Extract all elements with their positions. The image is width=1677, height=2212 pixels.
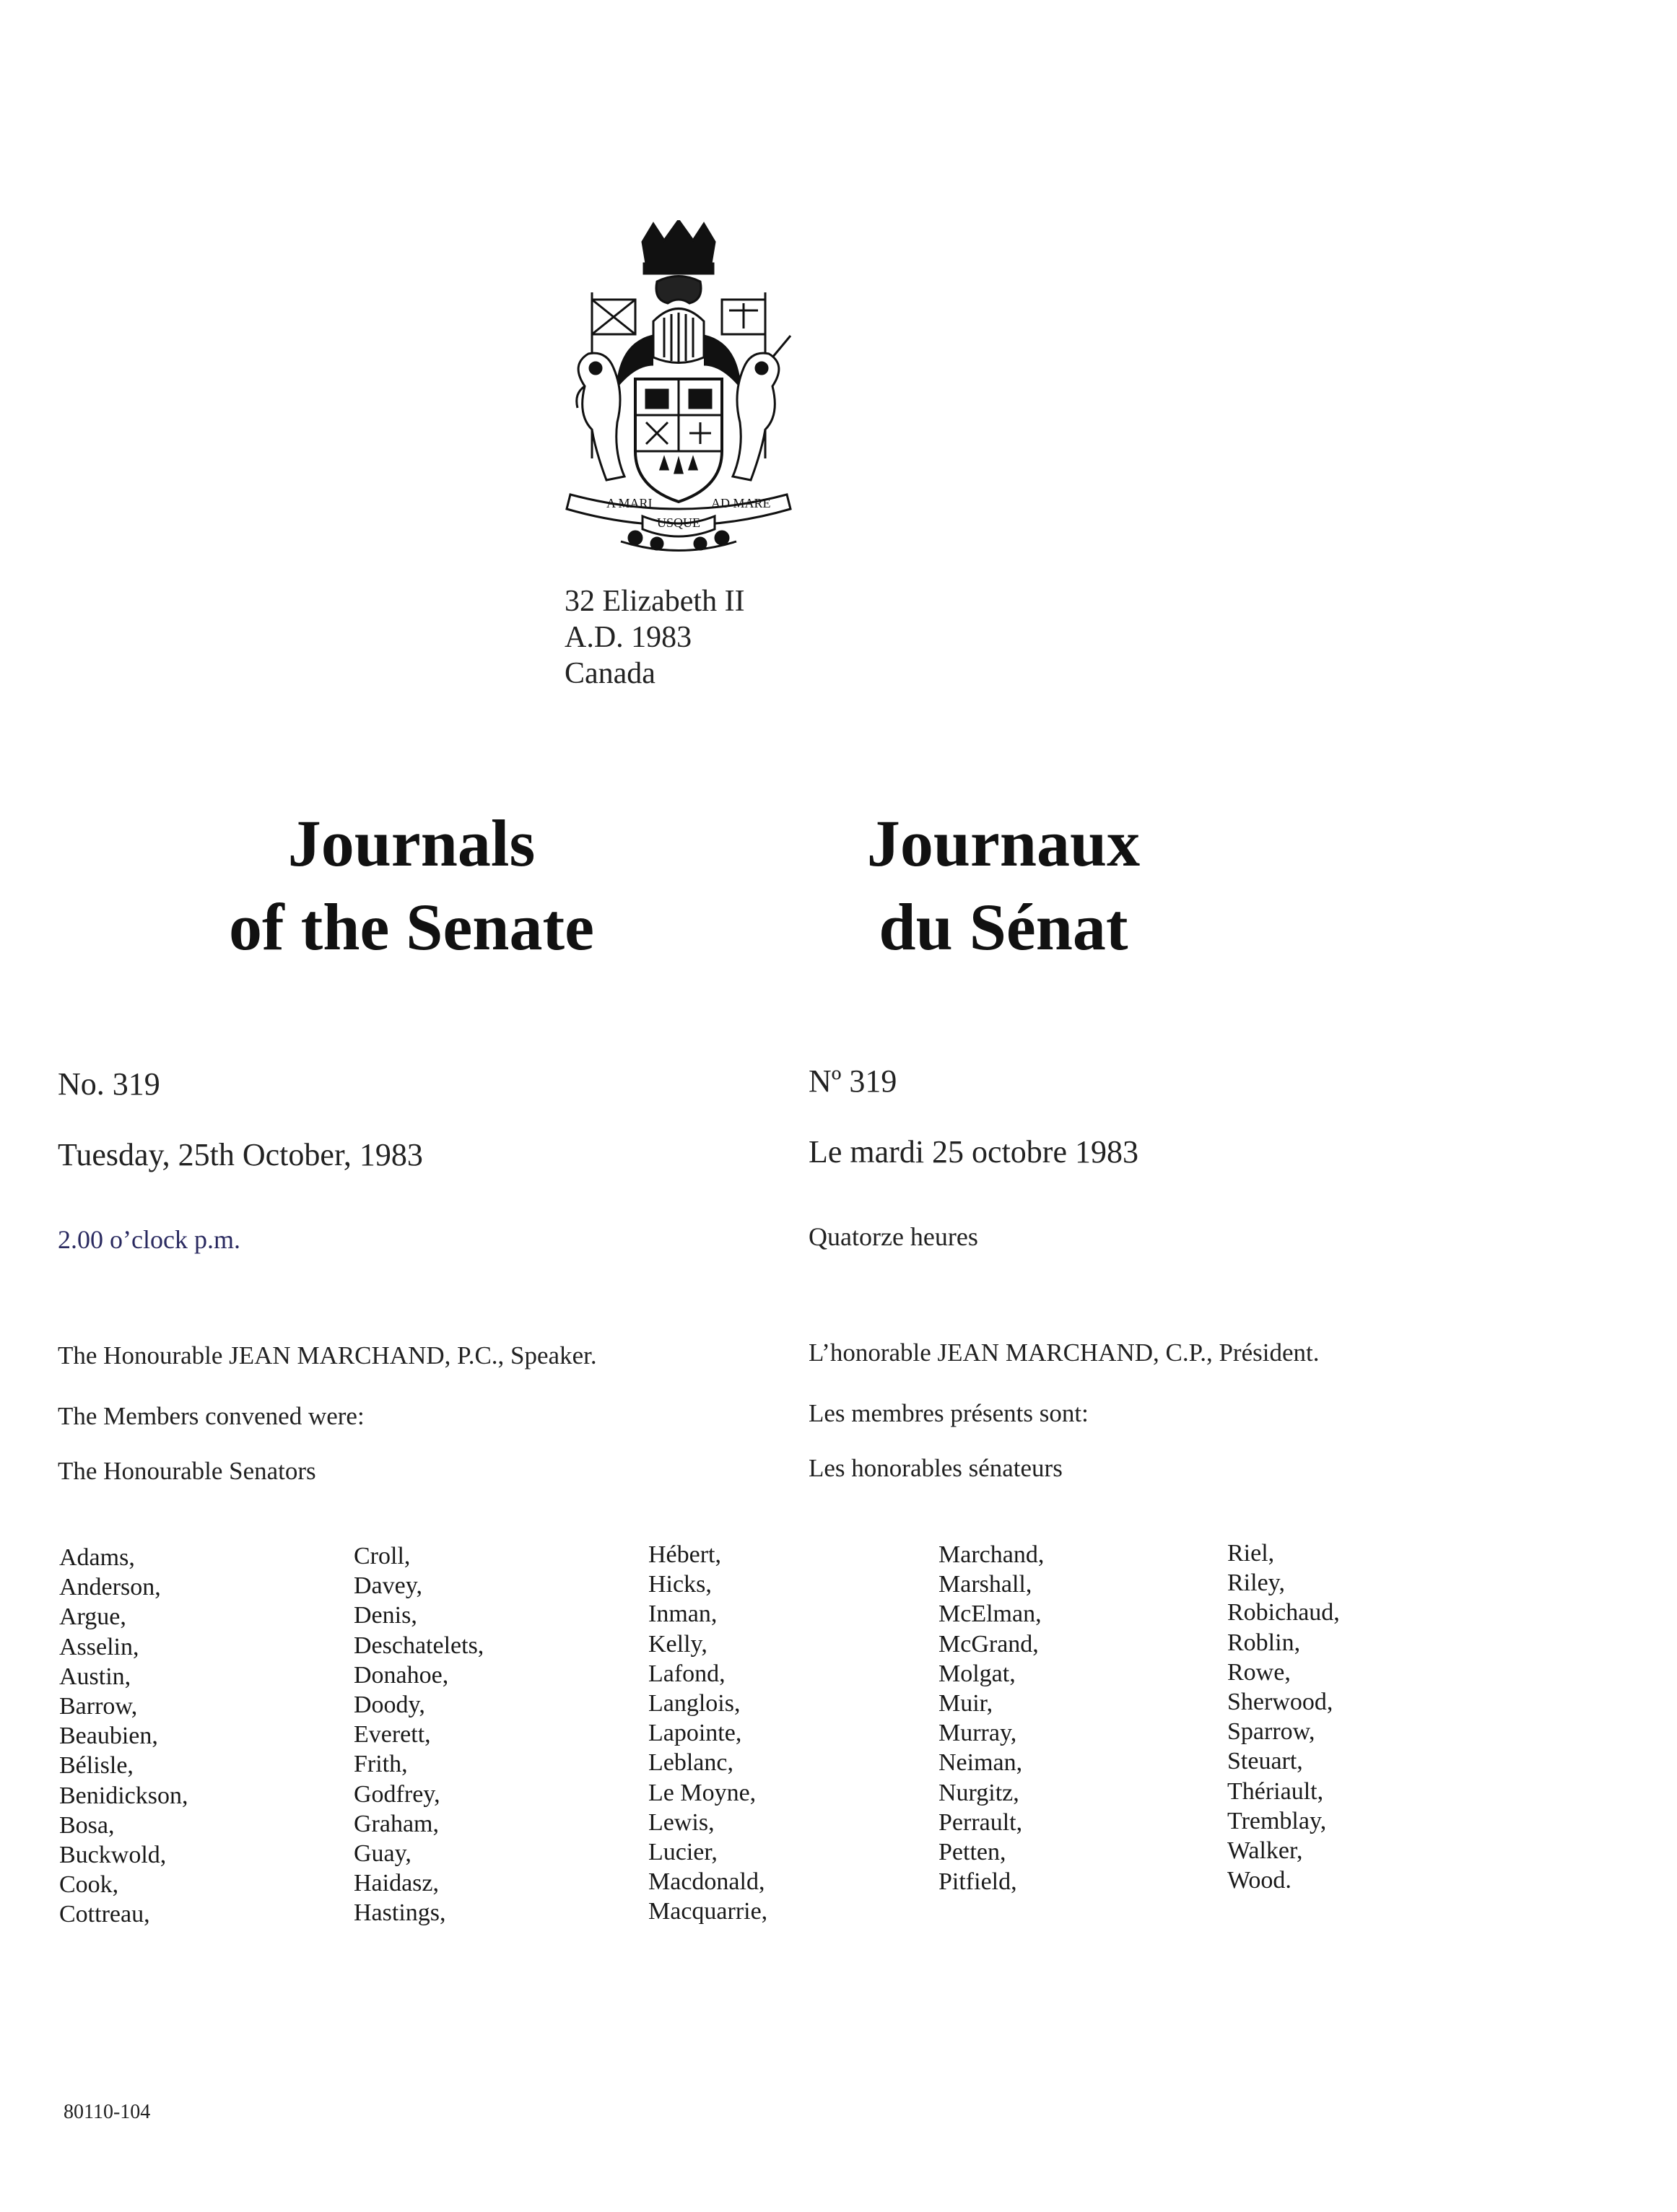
senator-name: Neiman, [938,1749,1023,1777]
motto-left-text: A MARI [606,496,653,510]
senator-name: Robichaud, [1227,1599,1340,1627]
lion-supporter-icon [577,353,624,480]
sitting-date-english: Tuesday, 25th October, 1983 [58,1137,423,1172]
senator-name: Riley, [1227,1569,1285,1597]
speaker-line-english: The Honourable JEAN MARCHAND, P.C., Speaker. [58,1341,597,1370]
country-name: Canada [565,657,655,690]
senator-name: Muir, [938,1690,993,1717]
senator-list-column-4 [938,1540,1044,1897]
senator-name: Thériault, [1227,1777,1324,1805]
senator-name: Inman, [648,1601,718,1628]
senator-name: Denis, [354,1602,417,1629]
senator-name: Benidickson, [59,1782,188,1809]
title-french [729,801,1278,969]
senator-name: Everett, [354,1721,431,1749]
senator-list-column-1 [59,1543,188,1930]
senator-list-column-2 [354,1541,484,1928]
senator-name: Haidasz, [354,1870,440,1897]
senator-name: Anderson, [59,1574,161,1601]
sitting-date-french: Le mardi 25 octobre 1983 [809,1134,1138,1170]
senator-name: Le Moyne, [648,1779,757,1806]
senator-list-column-5 [1227,1538,1340,1895]
coat-of-arms-emblem [556,220,801,552]
senator-name: Lewis, [648,1808,715,1836]
title-french-line-2: du Sénat [879,890,1128,964]
senator-name: Argue, [59,1603,126,1631]
shield-icon [635,379,722,502]
motto-bottom-text: USQUE [657,515,701,530]
senator-name: Bosa, [59,1811,115,1839]
title-english-line-1: Journals [287,806,536,880]
senator-name: Bélisle, [59,1752,134,1780]
senator-name: Rowe, [1227,1658,1291,1686]
senator-name: Walker, [1227,1837,1303,1865]
senator-name: Hicks, [648,1571,712,1598]
senator-name: Pitfield, [938,1868,1017,1896]
senator-name: Davey, [354,1572,423,1600]
senator-name: Leblanc, [648,1749,733,1777]
senator-name: Perrault, [938,1808,1023,1836]
title-english-line-2: of the Senate [229,890,594,964]
title-english [137,801,686,969]
sitting-time-english: 2.00 o’clock p.m. [58,1225,240,1254]
senator-name: Wood. [1227,1867,1291,1894]
senator-name: Frith, [354,1751,408,1778]
crown-icon [643,220,715,274]
senator-name: McGrand, [938,1630,1039,1658]
senator-name: Kelly, [648,1630,707,1658]
senator-name: Asselin, [59,1633,139,1660]
issue-number-english: No. 319 [58,1066,160,1102]
senator-name: Beaubien, [59,1723,158,1750]
senator-name: Croll, [354,1543,411,1569]
anno-domini-year: A.D. 1983 [565,621,692,654]
senator-list-column-3 [648,1540,767,1927]
senator-name: Steuart, [1227,1748,1303,1775]
issue-number-french: Nº 319 [809,1063,897,1099]
senator-name: Marchand, [938,1541,1045,1568]
sitting-time-french: Quatorze heures [809,1222,978,1251]
unicorn-supporter-icon [733,336,790,480]
senator-name: Godfrey, [354,1780,440,1808]
senator-name: Sparrow, [1227,1718,1315,1746]
senator-name: Roblin, [1227,1629,1301,1656]
senator-name: Murray, [938,1720,1017,1747]
senator-name: Doody, [354,1691,425,1719]
print-code: 80110-104 [64,2101,151,2123]
senator-name: Tremblay, [1227,1807,1327,1834]
senator-name: Hastings, [354,1899,446,1927]
helmet-icon [653,309,704,363]
senator-name: Cook, [59,1871,119,1899]
speaker-line-french: L’honorable JEAN MARCHAND, C.P., Président. [809,1338,1320,1367]
members-convened-english: The Members convened were: [58,1402,365,1430]
senator-name: Marshall, [938,1571,1032,1598]
honourable-senators-french: Les honorables sénateurs [809,1454,1063,1482]
title-french-line-1: Journaux [866,806,1141,880]
motto-right-text: AD MARE [711,496,771,510]
senator-name: McElman, [938,1601,1042,1628]
senator-name: Sherwood, [1227,1689,1333,1716]
senator-name: Lucier, [648,1839,718,1866]
senator-name: Macdonald, [648,1868,765,1896]
senator-name: Adams, [59,1544,135,1571]
senator-name: Langlois, [648,1690,741,1717]
senator-name: Molgat, [938,1660,1016,1687]
senator-name: Petten, [938,1839,1006,1866]
regnal-year: 32 Elizabeth II [565,585,745,618]
senator-name: Austin, [59,1663,131,1690]
senator-name: Cottreau, [59,1901,150,1928]
senator-name: Buckwold, [59,1842,167,1869]
senator-name: Nurgitz, [938,1779,1019,1806]
senator-name: Lafond, [648,1660,726,1687]
senator-name: Graham, [354,1810,440,1837]
senator-name: Deschatelets, [354,1632,484,1659]
senator-name: Guay, [354,1840,411,1868]
honourable-senators-english: The Honourable Senators [58,1457,316,1485]
senator-name: Barrow, [59,1693,138,1720]
senator-name: Macquarrie, [648,1898,768,1925]
senator-name: Riel, [1227,1540,1275,1567]
senator-name: Hébert, [648,1541,722,1568]
senator-name: Donahoe, [354,1661,449,1689]
senator-name: Lapointe, [648,1720,742,1747]
members-convened-french: Les membres présents sont: [809,1399,1089,1427]
